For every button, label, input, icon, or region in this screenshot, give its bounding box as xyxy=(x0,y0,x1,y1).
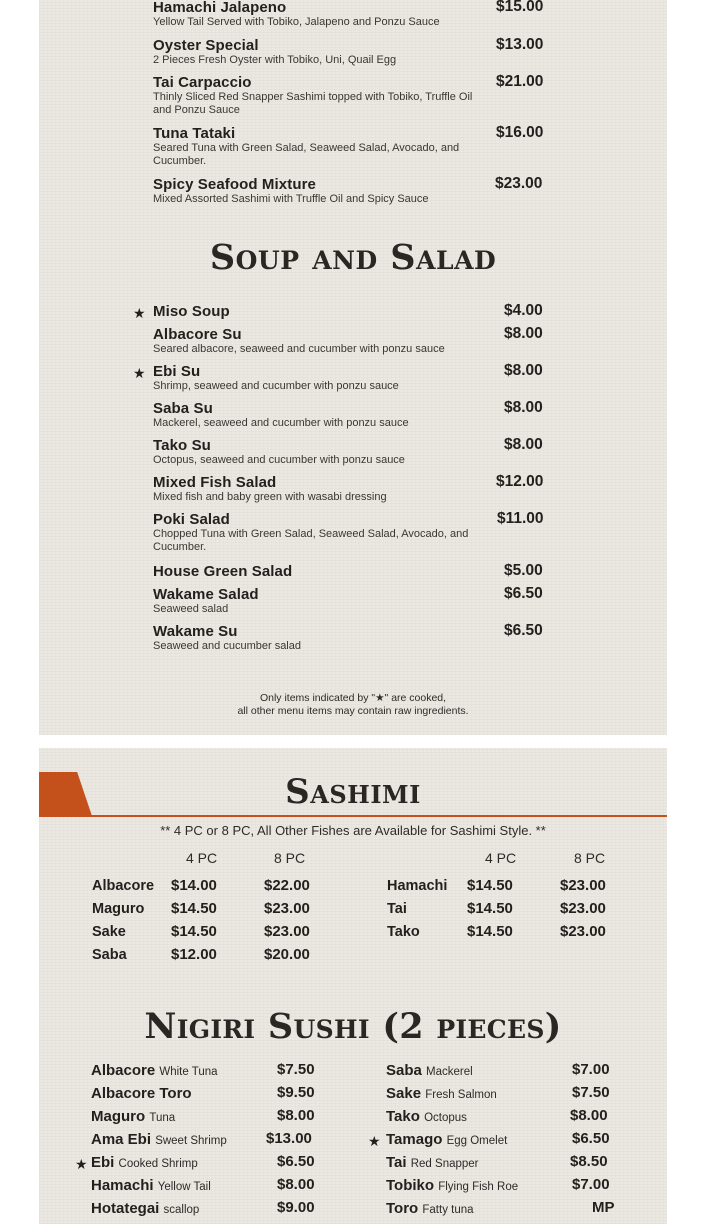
nigiri-subname: Fatty tuna xyxy=(422,1204,474,1216)
nigiri-price: $8.00 xyxy=(277,1107,315,1124)
nigiri-price: $6.50 xyxy=(572,1130,610,1147)
nigiri-item xyxy=(386,1085,497,1102)
nigiri-item xyxy=(91,1062,218,1079)
item-price: $16.00 xyxy=(496,124,544,141)
nigiri-price: $13.00 xyxy=(266,1130,312,1147)
nigiri-item xyxy=(91,1108,175,1125)
sashimi-price-4pc: $12.00 xyxy=(171,946,217,963)
nigiri-price: $9.50 xyxy=(277,1084,315,1101)
nigiri-subname: Egg Omelet xyxy=(446,1135,508,1147)
section-title-sashimi: Sashimi xyxy=(285,772,421,812)
item-description: Seared Tuna with Green Salad, Seaweed Salad, Avocado, and Cucumber. xyxy=(153,142,460,167)
item-description: Seaweed and cucumber salad xyxy=(153,640,301,652)
item-name: Wakame Su xyxy=(153,623,238,640)
item-description: Seaweed salad xyxy=(153,603,229,615)
item-name: Tuna Tataki xyxy=(153,125,236,142)
item-description: Chopped Tuna with Green Salad, Seaweed Salad, Avocado, and Cucumber. xyxy=(153,528,469,553)
item-price: $8.00 xyxy=(504,436,543,453)
item-name: Hamachi Jalapeno xyxy=(153,0,287,16)
nigiri-subname: White Tuna xyxy=(159,1066,218,1078)
nigiri-subname: scallop xyxy=(163,1204,200,1216)
item-description: Thinly Sliced Red Snapper Sashimi topped with Tobiko, Truffle Oil and Ponzu Sauce xyxy=(153,91,473,116)
nigiri-price: $6.50 xyxy=(277,1153,315,1170)
section-title-nigiri: Nigiri Sushi (2 pieces) xyxy=(144,1006,562,1047)
col-header-8pc: 8 PC xyxy=(274,850,306,866)
item-description: Mackerel, seaweed and cucumber with ponzu sauce xyxy=(153,417,409,429)
item-price: $6.50 xyxy=(504,622,543,639)
item-description: Shrimp, seaweed and cucumber with ponzu sauce xyxy=(153,380,399,392)
item-price: $8.00 xyxy=(504,325,543,342)
item-name: Miso Soup xyxy=(153,303,230,320)
item-name: Wakame Salad xyxy=(153,586,259,603)
nigiri-price: $7.00 xyxy=(572,1176,610,1193)
item-price: $11.00 xyxy=(497,510,544,527)
item-name: Spicy Seafood Mixture xyxy=(153,176,316,193)
item-price: $23.00 xyxy=(495,175,543,192)
nigiri-item xyxy=(386,1131,507,1148)
sashimi-price-8pc: $23.00 xyxy=(560,877,606,894)
sashimi-price-4pc: $14.50 xyxy=(171,923,217,940)
nigiri-name: Saba xyxy=(386,1062,422,1079)
nigiri-name: Maguro xyxy=(91,1108,146,1125)
item-description: Mixed Assorted Sashimi with Truffle Oil and Spicy Sauce xyxy=(153,193,429,205)
nigiri-name: Albacore Toro xyxy=(91,1085,192,1102)
col-header-4pc: 4 PC xyxy=(186,850,218,866)
menu-page-bottom xyxy=(39,748,667,1224)
item-price: $4.00 xyxy=(504,302,543,319)
sashimi-name: Tai xyxy=(387,901,407,917)
menu-page-top xyxy=(39,0,667,735)
item-name: Saba Su xyxy=(153,400,213,417)
item-description: 2 Pieces Fresh Oyster with Tobiko, Uni, Quail Egg xyxy=(153,54,397,66)
nigiri-subname: Fresh Salmon xyxy=(425,1089,497,1101)
item-name: Albacore Su xyxy=(153,326,242,343)
nigiri-subname: Tuna xyxy=(149,1112,176,1124)
sashimi-price-8pc: $23.00 xyxy=(264,923,310,940)
nigiri-name: Tobiko xyxy=(386,1177,435,1194)
nigiri-item xyxy=(386,1200,474,1217)
item-name: Mixed Fish Salad xyxy=(153,474,277,491)
section-title-soup-salad: Soup and Salad xyxy=(209,237,497,278)
nigiri-price: $7.00 xyxy=(572,1061,610,1078)
col-header-4pc: 4 PC xyxy=(485,850,517,866)
nigiri-name: Hotategai xyxy=(91,1200,160,1217)
nigiri-price: $7.50 xyxy=(277,1061,315,1078)
nigiri-item xyxy=(386,1108,467,1125)
sashimi-price-8pc: $23.00 xyxy=(264,900,310,917)
nigiri-price: $8.00 xyxy=(277,1176,315,1193)
item-name: House Green Salad xyxy=(153,563,293,580)
nigiri-item xyxy=(91,1200,199,1217)
sashimi-price-8pc: $23.00 xyxy=(560,900,606,917)
item-description: Octopus, seaweed and cucumber with ponzu sauce xyxy=(153,454,405,466)
item-price: $8.00 xyxy=(504,362,543,379)
nigiri-subname: Red Snapper xyxy=(410,1158,479,1170)
nigiri-subname: Mackerel xyxy=(426,1066,473,1078)
nigiri-price: MP xyxy=(592,1199,615,1216)
nigiri-name: Sake xyxy=(386,1085,422,1102)
sashimi-price-8pc: $22.00 xyxy=(264,877,310,894)
sashimi-name: Albacore xyxy=(92,878,155,894)
nigiri-item xyxy=(91,1177,211,1194)
nigiri-name: Albacore xyxy=(91,1062,156,1079)
item-name: Tako Su xyxy=(153,437,211,454)
cooked-star-icon: ★ xyxy=(133,305,146,321)
nigiri-name: Tako xyxy=(386,1108,420,1125)
nigiri-item xyxy=(386,1177,518,1194)
nigiri-price: $8.00 xyxy=(570,1107,608,1124)
sashimi-name: Maguro xyxy=(92,901,145,917)
nigiri-subname: Octopus xyxy=(424,1112,467,1124)
cooked-note-line2: all other menu items may contain raw ingredients. xyxy=(237,705,469,717)
sashimi-price-4pc: $14.50 xyxy=(467,877,513,894)
item-price: $13.00 xyxy=(496,36,544,53)
nigiri-item xyxy=(386,1062,473,1079)
nigiri-price: $9.00 xyxy=(277,1199,315,1216)
sashimi-price-4pc: $14.50 xyxy=(467,900,513,917)
nigiri-name: Tamago xyxy=(386,1131,443,1148)
col-header-8pc: 8 PC xyxy=(574,850,606,866)
item-description: Yellow Tail Served with Tobiko, Jalapeno and Ponzu Sauce xyxy=(153,16,440,28)
nigiri-item xyxy=(91,1131,227,1148)
nigiri-item xyxy=(91,1154,198,1171)
sashimi-name: Saba xyxy=(92,947,127,963)
item-description: Seared albacore, seaweed and cucumber with ponzu sauce xyxy=(153,343,445,355)
nigiri-name: Toro xyxy=(386,1200,419,1217)
nigiri-subname: Flying Fish Roe xyxy=(438,1181,519,1193)
cooked-star-icon: ★ xyxy=(133,365,146,381)
cooked-star-icon: ★ xyxy=(368,1133,381,1149)
nigiri-subname: Sweet Shrimp xyxy=(155,1135,227,1147)
nigiri-name: Ebi xyxy=(91,1154,115,1171)
sashimi-subtitle: ** 4 PC or 8 PC, All Other Fishes are Available for Sashimi Style. ** xyxy=(160,823,546,838)
accent-divider xyxy=(39,815,667,817)
nigiri-name: Ama Ebi xyxy=(91,1131,152,1148)
sashimi-name: Hamachi xyxy=(387,878,448,894)
nigiri-subname: Yellow Tail xyxy=(157,1181,211,1193)
nigiri-name: Hamachi xyxy=(91,1177,154,1194)
nigiri-name: Tai xyxy=(386,1154,407,1171)
item-price: $6.50 xyxy=(504,585,543,602)
item-description: Mixed fish and baby green with wasabi dressing xyxy=(153,491,387,503)
sashimi-name: Sake xyxy=(92,924,126,940)
nigiri-price: $8.50 xyxy=(570,1153,608,1170)
item-name: Ebi Su xyxy=(153,363,201,380)
item-price: $8.00 xyxy=(504,399,543,416)
cooked-star-icon: ★ xyxy=(75,1156,88,1172)
item-name: Poki Salad xyxy=(153,511,230,528)
item-price: $21.00 xyxy=(496,73,544,90)
item-price: $12.00 xyxy=(496,473,544,490)
item-price: $5.00 xyxy=(504,562,543,579)
nigiri-price: $7.50 xyxy=(572,1084,610,1101)
cooked-note-line1: Only items indicated by "★" are cooked, xyxy=(259,692,447,704)
item-name: Tai Carpaccio xyxy=(153,74,252,91)
sashimi-price-8pc: $20.00 xyxy=(264,946,310,963)
sashimi-price-4pc: $14.50 xyxy=(171,900,217,917)
sashimi-price-8pc: $23.00 xyxy=(560,923,606,940)
sashimi-name: Tako xyxy=(387,924,420,940)
sashimi-price-4pc: $14.00 xyxy=(171,877,217,894)
nigiri-subname: Cooked Shrimp xyxy=(118,1158,198,1170)
nigiri-item xyxy=(386,1154,479,1171)
sashimi-price-4pc: $14.50 xyxy=(467,923,513,940)
nigiri-item xyxy=(91,1085,192,1102)
item-price: $15.00 xyxy=(496,0,544,15)
item-name: Oyster Special xyxy=(153,37,259,54)
